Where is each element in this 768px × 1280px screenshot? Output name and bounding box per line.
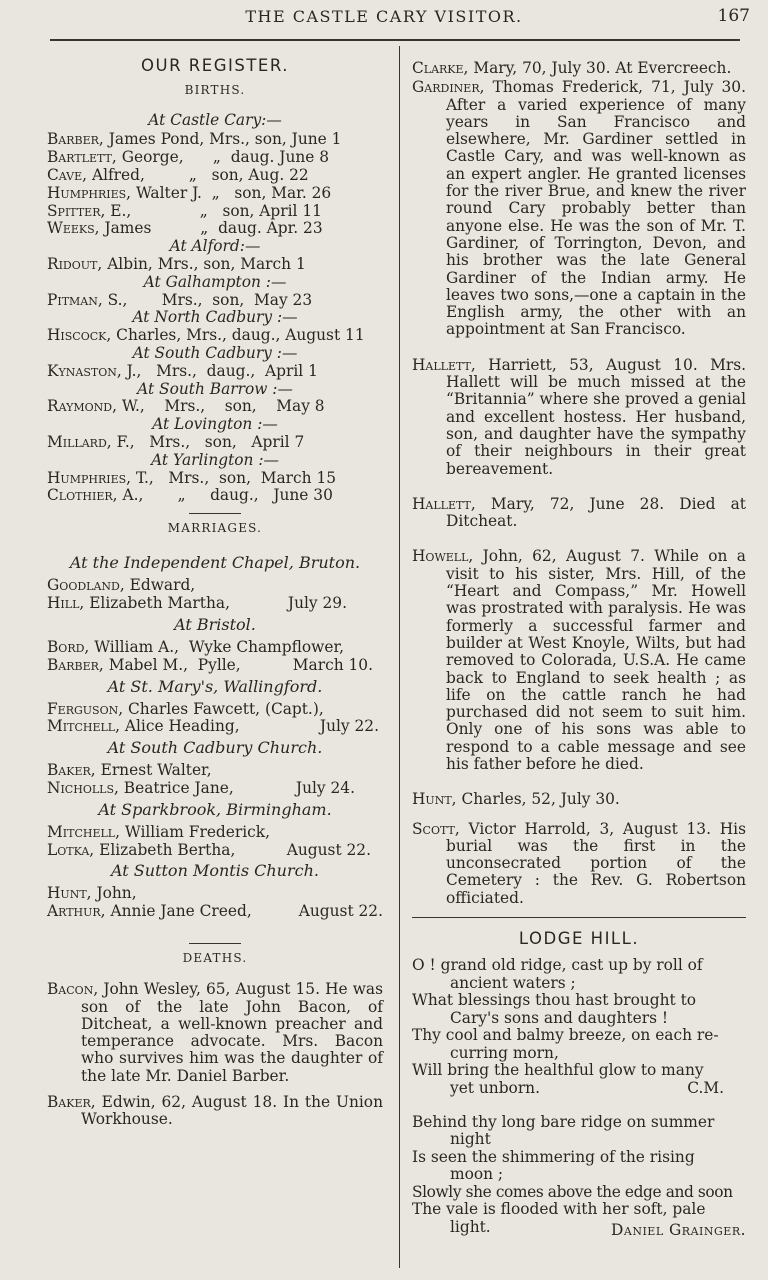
birth-entry [47, 292, 383, 310]
poem-initials: C.M. [687, 1078, 724, 1097]
marriage-groom [47, 762, 383, 780]
death-entry [412, 791, 746, 808]
marriage-place: At South Cadbury Church. [107, 738, 323, 758]
death-surname: Hunt, [412, 790, 457, 809]
marriage-place: At the Independent Chapel, Bruton. [69, 553, 361, 573]
birth-details: George, „ daug. June 8 [121, 148, 330, 167]
death-details: Mary, 72, June 28. Died at Ditcheat. [446, 494, 746, 531]
birth-entry [47, 256, 383, 274]
poem-rule [412, 917, 746, 918]
section-rule [189, 943, 241, 944]
marriage-bride [47, 780, 383, 798]
birth-details: Albin, Mrs., son, March 1 [107, 254, 306, 273]
place-south-barrow: At South Barrow :— [137, 379, 293, 398]
groom-surname: Bord, [47, 638, 90, 657]
running-title: THE CASTLE CARY VISITOR. [245, 7, 523, 26]
marriage-bride [47, 842, 383, 860]
poem-line: Slowly she comes above the edge and soon [412, 1182, 733, 1201]
birth-surname: Bartlett, [47, 148, 117, 167]
poem-line: O ! grand old ridge, cast up by roll of [412, 956, 703, 975]
birth-entry [47, 203, 383, 221]
bride-details: Mabel M., Pylle, [108, 655, 241, 674]
birth-entry [47, 363, 383, 381]
groom-surname: Mitchell, [47, 822, 120, 841]
death-details: John, 62, August 7. While on a visit to his sister, Mrs. Hill, of the “Heart and Compass,” Mr. Howell was prostrated with paralysis. He was formerly a successful farmer and builder at West Knoyle, Wilts, but had removed to Colorada, U.S.A. He came back to England to seek health ; as life on the cattle ranch he had purchased did not seem to suit him. Only one of his sons was able to respond to a cable message and see his father before he died. [446, 547, 746, 773]
birth-surname: Kynaston, [47, 361, 122, 380]
marriage-groom [47, 639, 383, 657]
poem-line: moon ; [450, 1165, 504, 1184]
death-surname: Baker, [47, 1093, 96, 1112]
marriage-date: March 10. [292, 655, 373, 674]
birth-details: James Pond, Mrs., son, June 1 [108, 130, 342, 149]
birth-entry [47, 434, 383, 452]
birth-surname: Cave, [47, 165, 88, 184]
bride-surname: Lotka, [47, 840, 95, 859]
poem-line: yet unborn. [450, 1078, 540, 1097]
bride-details: Beatrice Jane, [123, 779, 234, 797]
birth-surname: Spitter, [47, 201, 106, 220]
birth-surname: Weeks, [47, 219, 100, 238]
birth-entry [47, 398, 383, 416]
bride-details: Elizabeth Martha, [89, 594, 230, 613]
death-entry [412, 821, 746, 907]
bride-surname: Nicholls, [47, 779, 119, 797]
births-heading: BIRTHS. [184, 83, 246, 98]
poem-last-line [412, 1080, 746, 1098]
place-galhampton: At Galhampton :— [143, 272, 287, 291]
marriage-bride [47, 903, 383, 921]
bride-surname: Barber, [47, 655, 104, 674]
castle-cary-births [47, 131, 383, 238]
bride-surname: Arthur, [47, 902, 106, 921]
groom-details: William Frederick, [124, 822, 271, 841]
groom-surname: Ferguson, [47, 699, 124, 718]
place-south-cadbury: At South Cadbury :— [132, 343, 298, 362]
poem-line: Is seen the shimmering of the rising [412, 1147, 695, 1166]
poem-line: The vale is flooded with her soft, pale [412, 1200, 706, 1219]
groom-details: Edward, [129, 576, 196, 595]
column-divider [399, 46, 400, 1268]
marriage-bride [47, 718, 383, 736]
groom-surname: Baker, [47, 761, 96, 780]
poem-line: Thy cool and balmy breeze, on each re- [412, 1026, 719, 1045]
poem-line: night [450, 1130, 491, 1149]
birth-surname: Raymond, [47, 397, 117, 416]
birth-details: Walter J. „ son, Mar. 26 [135, 183, 332, 202]
birth-surname: Millard, [47, 432, 112, 451]
death-details: Thomas Frederick, 71, July 30. After a varied experience of many years in San Francisco and elsewhere, Mr. Gardiner settled in Castle Cary, and was well-known as an expert angler. He granted licenses for the river Brue, and knew the river round Cary probably better than anyone else. He was the son of Mr. T. Gardiner, of Torrington, Devon, and his brother was the late General Gardiner of the Indian army. He leaves two sons,—one a captain in the English army, the other with an appointment at San Francisco. [446, 78, 746, 339]
poem-line: Cary's sons and daughters ! [450, 1008, 669, 1027]
birth-surname: Ridout, [47, 254, 103, 273]
death-surname: Clarke, [412, 59, 469, 77]
birth-details: S., Mrs., son, May 23 [107, 290, 313, 309]
birth-entry [47, 185, 383, 203]
bride-details: Elizabeth Bertha, [99, 840, 236, 859]
birth-surname: Humphries, [47, 183, 132, 202]
death-entry [412, 60, 746, 77]
death-surname: Hallett, [412, 494, 476, 513]
death-details: Charles, 52, July 30. [461, 790, 620, 809]
register-title: OUR REGISTER. [141, 56, 289, 75]
marriage-date: July 24. [295, 779, 355, 797]
right-column [412, 60, 746, 1239]
deaths-heading: DEATHS. [182, 950, 248, 965]
death-entry [412, 357, 746, 478]
death-entry [412, 79, 746, 338]
place-castle-cary: At Castle Cary:— [148, 110, 282, 129]
header-rule [50, 39, 740, 41]
death-surname: Scott, [412, 819, 460, 838]
groom-details: William A., Wyke Champflower, [94, 638, 345, 657]
poem-stanza-2 [412, 1112, 746, 1240]
birth-entry [47, 487, 383, 505]
death-details: Edwin, 62, August 18. In the Union Workhouse. [81, 1093, 383, 1129]
bride-details: Alice Heading, [124, 717, 240, 736]
birth-details: T., Mrs., son, March 15 [135, 468, 337, 487]
poem-line: Will bring the healthful glow to many [412, 1061, 704, 1080]
birth-entry [47, 470, 383, 488]
birth-details: James „ daug. Apr. 23 [104, 219, 323, 238]
groom-surname: Goodland, [47, 576, 125, 595]
marriages-heading: MARRIAGES. [167, 521, 263, 536]
poem-line: light. [450, 1217, 491, 1236]
marriage-place: At Bristol. [174, 615, 256, 635]
poem-line: Behind thy long bare ridge on summer [412, 1112, 715, 1131]
bride-details: Annie Jane Creed, [110, 902, 252, 921]
poem-stanza-1 [412, 957, 746, 1097]
marriage-groom [47, 824, 383, 842]
groom-details: John, [96, 884, 137, 903]
death-entry [47, 981, 383, 1085]
bride-surname: Mitchell, [47, 717, 120, 736]
marriage-date: August 22. [298, 902, 383, 921]
birth-entry [47, 167, 383, 185]
birth-details: W., Mrs., son, May 8 [121, 397, 325, 416]
death-details: Harriett, 53, August 10. Mrs. Hallett will be much missed at the “Britannia” where she proved a genial and excellent hostess. Her husband, son, and daughter have the sympathy of their neighbours in their great bereavement. [446, 355, 746, 478]
bride-surname: Hill, [47, 594, 85, 613]
marriage-date: August 22. [286, 840, 371, 859]
marriage-bride [47, 595, 383, 613]
death-entry [412, 548, 746, 773]
marriage-place: At Sparkbrook, Birmingham. [98, 799, 332, 819]
marriage-groom [47, 885, 383, 903]
poem-line: What blessings thou hast brought to [412, 991, 697, 1010]
birth-details: Charles, Mrs., daug., August 11 [116, 326, 365, 345]
birth-details: J., Mrs., daug., April 1 [126, 361, 318, 380]
marriage-groom [47, 577, 383, 595]
groom-surname: Hunt, [47, 884, 92, 903]
page-number: 167 [717, 6, 750, 26]
death-surname: Bacon, [47, 980, 99, 999]
birth-surname: Humphries, [47, 468, 132, 487]
marriage-bride [47, 657, 383, 675]
birth-entry [47, 131, 383, 149]
birth-entry [47, 149, 383, 167]
section-rule [189, 513, 241, 514]
birth-entry [47, 327, 383, 345]
death-details: John Wesley, 65, August 15. He was son of the late John Bacon, of Ditcheat, a well-known preacher and temperance advocate. Mrs. Bacon who survives him was the daughter of the late Mr. Daniel Barber. [81, 980, 383, 1085]
marriage-groom [47, 701, 383, 719]
birth-surname: Clothier, [47, 486, 118, 505]
death-surname: Gardiner, [412, 78, 485, 97]
poem-line: ancient waters ; [450, 973, 576, 992]
marriage-date: July 22. [319, 717, 379, 736]
birth-surname: Barber, [47, 130, 104, 149]
death-details: Mary, 70, July 30. At Evercreech. [473, 59, 732, 77]
birth-surname: Hiscock, [47, 326, 112, 345]
death-details: Victor Harrold, 3, August 13. His burial was the first in the unconsecrated portion of the Cemetery : the Rev. G. Robertson officiated. [446, 819, 746, 907]
death-surname: Hallett, [412, 355, 476, 374]
groom-details: Ernest Walter, [100, 761, 212, 780]
birth-details: Alfred, „ son, Aug. 22 [91, 165, 309, 184]
birth-entry [47, 220, 383, 238]
poem-line: curring morn, [450, 1043, 559, 1062]
place-north-cadbury: At North Cadbury :— [132, 308, 298, 327]
poem-author: Daniel Grainger. [611, 1221, 746, 1240]
groom-details: Charles Fawcett, (Capt.), [128, 699, 324, 718]
page-header [0, 0, 768, 40]
place-yarlington: At Yarlington :— [151, 450, 279, 469]
birth-surname: Pitman, [47, 290, 103, 309]
death-surname: Howell, [412, 547, 474, 566]
left-column [47, 50, 383, 1129]
place-lovington: At Lovington :— [152, 415, 278, 434]
place-alford: At Alford:— [169, 237, 261, 256]
birth-details: E., „ son, April 11 [110, 201, 322, 220]
death-entry [47, 1094, 383, 1129]
birth-details: A., „ daug., June 30 [122, 486, 333, 505]
birth-details: F., Mrs., son, April 7 [116, 432, 305, 451]
marriage-place: At Sutton Montis Church. [111, 861, 319, 881]
marriage-date: July 29. [287, 594, 347, 613]
death-entry [412, 496, 746, 531]
marriage-place: At St. Mary's, Wallingford. [107, 676, 323, 696]
poem-title: LODGE HILL. [518, 929, 640, 949]
